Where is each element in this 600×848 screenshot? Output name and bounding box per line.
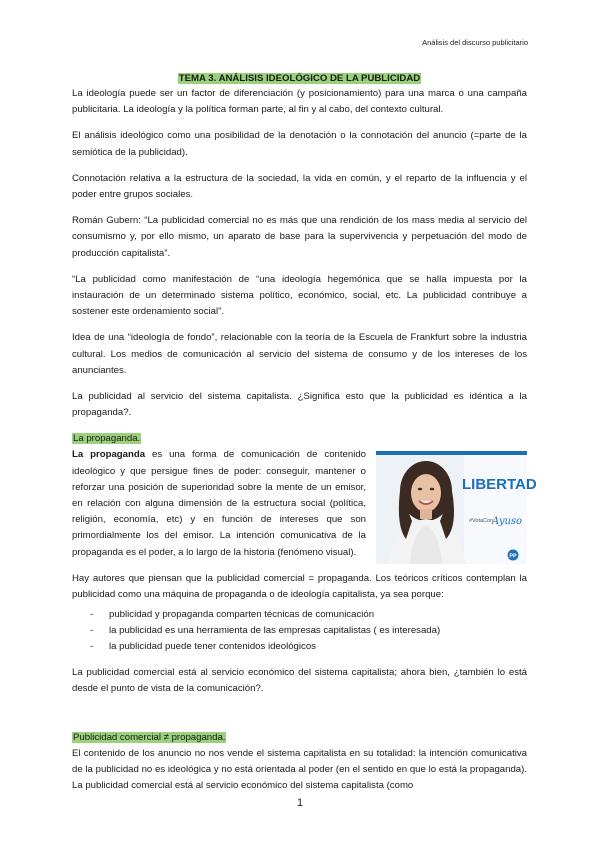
propaganda-heading: La propaganda. [73, 433, 141, 445]
paragraph: El contenido de los anuncio no nos vende el sistema capitalista en su totalidad: la intención comunicativa de la publicidad no es ideológica y no está orientada al poder (en el sentido en que lo está la propaganda). La publicidad comercial está al servicio económico del sistema capitalista (como [72, 747, 527, 792]
campaign-poster-image [376, 451, 537, 564]
section-heading-propaganda [72, 431, 527, 447]
paragraph: Román Gubern: “La publicidad comercial no es más que una rendición de los mass media al servicio del consumismo y, por ello mismo, un aparato de base para la supervivencia y perpetuación del modo de producción capitalista”. [72, 215, 527, 259]
paragraph: “La publicidad como manifestación de “una ideología hegemónica que se halla impuesta por la instauración de un determinado sistema político, económico, social, etc. La publicidad contribuye a sostener este ordenamiento social”. [72, 273, 527, 318]
reasons-list [72, 607, 527, 655]
poster-top-bar [376, 451, 527, 455]
spacer [72, 708, 527, 730]
list-item: - la publicidad puede tener contenidos ideológicos [90, 641, 316, 653]
page-title: TEMA 3. ANÁLISIS IDEOLÓGICO DE LA PUBLICIDAD [178, 73, 421, 84]
main-content [72, 72, 537, 804]
paragraph: La ideología puede ser un factor de diferenciación (y posicionamiento) para una marca o una campaña publicitaria. La ideología y la política forman parte, al fin y al cabo, del contexto cultural. [72, 88, 527, 116]
running-header: Análisis del discurso publicitario [422, 38, 528, 47]
page-number: 1 [296, 797, 304, 809]
list-item: - publicidad y propaganda comparten técnicas de comunicación [90, 609, 375, 621]
poster-headline: LIBERTAD [462, 476, 537, 494]
paragraph: La publicidad comercial está al servicio económico del sistema capitalista; ahora bien, ¿también lo está desde el punto de vista de la comunicación?. [72, 667, 527, 695]
title-line [72, 72, 527, 86]
propaganda-term: La propaganda [72, 449, 146, 461]
list-item: - la publicidad es una herramienta de las empresas capitalistas ( es interesada) [90, 625, 441, 637]
poster-slogan-small: #VotaCon [469, 518, 494, 525]
paragraph: Hay autores que piensan que la publicidad comercial = propaganda. Los teóricos críticos contemplan la publicidad como una máquina de propaganda o de ideología capitalista, ya sea porque: [72, 572, 527, 601]
section-heading-comercial [72, 730, 527, 746]
party-logo-text: PP [509, 553, 517, 560]
paragraph: La publicidad al servicio del sistema capitalista. ¿Significa esto que la publicidad es idéntica a la propaganda?. [72, 391, 527, 419]
comercial-heading: Publicidad comercial ≠ propaganda. [73, 731, 226, 743]
propaganda-body: es una forma de comunicación de contenido ideológico y que persigue fines de poder: conseguir, mantener o reforzar una posición de superioridad sobre la mente de un emisor, en relación con alguna dimensión de la estructura social (política, religión, economía, etc) y en función de intereses que son primordialmente los del emisor. La intención comunicativa de la propaganda es el poder, a lo largo de la historia (fenómeno visual). [72, 449, 367, 558]
poster-slogan-name: Ayuso [492, 516, 523, 528]
paragraph: El análisis ideológico como una posibilidad de la denotación o la connotación del anuncio (=parte de la semiótica de la publicidad). [72, 130, 527, 158]
paragraph: Idea de una “ideología de fondo”, relacionable con la teoría de la Escuela de Frankfurt sobre la industria cultural. Los medios de comunicación al servicio del sistema de consumo y de los intereses de los anunciantes. [72, 332, 527, 376]
poster-graphic [376, 451, 537, 564]
paragraph: Connotación relativa a la estructura de la sociedad, la vida en común, y el reparto de la influencia y el poder entre grupos sociales. [72, 172, 527, 201]
